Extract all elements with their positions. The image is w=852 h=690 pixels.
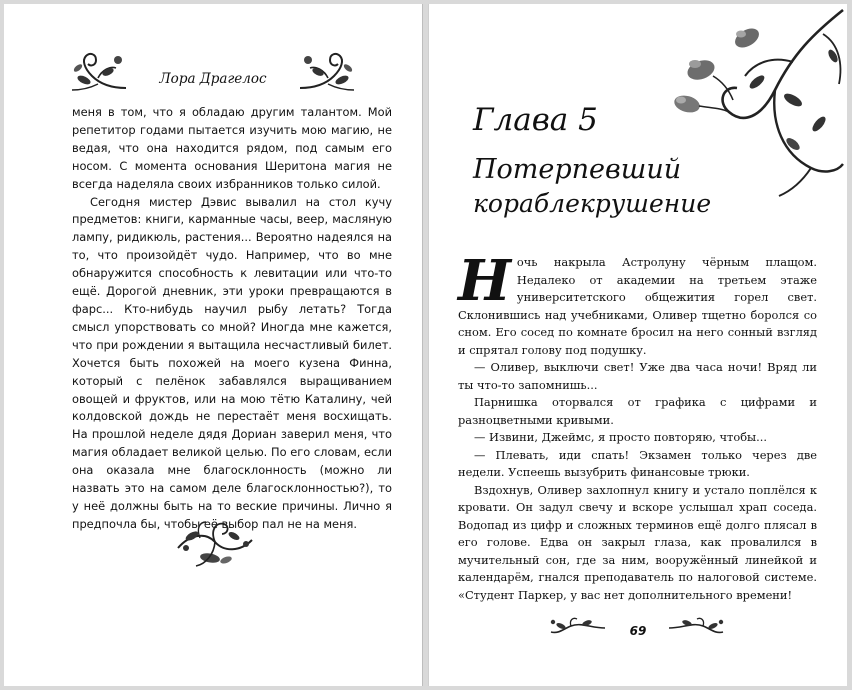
first-paragraph-text: очь накрыла Астролуну чёрным плащом. Недалеко от академии на третьем этаже университетского общежития горел свет. Склонившись над учебниками, Оливер тщетно боролся со сном. Его сосед по комнате бросил на него сонный взгляд и спрятал голову под подушку.	[458, 255, 817, 357]
left-body-text	[72, 104, 392, 534]
right-paragraph-6: Вздохнув, Оливер захлопнул книгу и устало поплёлся к кровати. Он задул свечу и вскоре услышал храп соседа. Водопад из цифр и сложных терминов ещё долго плясал в его голове. Едва он закрыл глаза, как провалился в мучительный сон, где за ним, вооружённый линейкой и календарём, гнался преподаватель по налоговой системе. «Студент Паркер, у вас нет дополнительного времени!	[458, 482, 817, 602]
right-page	[428, 4, 847, 686]
page-number: 69	[629, 624, 647, 638]
chapter-title-line1: Потерпевший	[473, 154, 682, 185]
running-header: Лора Драгелос	[159, 71, 267, 87]
left-paragraph-1: меня в том, что я обладаю другим талантом. Мой репетитор годами пытается изучить мою магию, не ведая, что она находится рядом, под самым его носом. С момента основания Шеритона магия не всегда наделяла своих избранников только силой.	[72, 105, 392, 191]
right-first-paragraph	[458, 248, 817, 359]
left-paragraph-2: Сегодня мистер Дэвис вывалил на стол кучу предметов: книги, карманные часы, веер, масляную лампу, ридикюль, растения... Вероятно надеялся на то, что произойдёт чудо. Например, что во мне обнаружится способность к левитации или что-то ещё. Дорогой дневник, эти уроки превращаются в фарс... Кто-нибудь научил рыбу летать? Тогда смысл упорствовать со мной? Иногда мне кажется, что при рождении я вытащила несчастливый билет. Хочется быть похожей на моего кузена Финна, который с пелёнок забавлялся выращиванием овощей и фруктов, или на мою тётю Каталину, чей колдовской дождь не перестаёт меня восхищать. На прошлой неделе дядя Дориан заверил меня, что магия обладает великой целью. По его словам, если она оказала мне благосклонность (можно ли назвать это на самом деле благосклонностью?), то у неё должны быть на то веские причины. Лично я предпочла бы, чтобы её выбор пал не на меня.	[72, 194, 392, 531]
right-paragraph-2: — Оливер, выключи свет! Уже два часа ночи! Вряд ли ты что-то запомнишь...	[458, 360, 817, 392]
right-body-text	[458, 248, 817, 604]
left-page	[4, 4, 423, 686]
right-paragraph-3: Парнишка оторвался от графика с цифрами и разноцветными кривыми.	[458, 395, 817, 427]
end-ornament-icon	[170, 514, 260, 574]
chapter-number: Глава 5	[473, 102, 598, 138]
right-paragraph-4: — Извини, Джеймс, я просто повторяю, чтобы...	[474, 430, 767, 444]
right-paragraph-5: — Плевать, иди спать! Экзамен только через две недели. Успеешь вызубрить финансовые трюки.	[458, 447, 817, 479]
chapter-title-line2: кораблекрушение	[473, 189, 712, 218]
drop-cap: Н	[458, 248, 511, 314]
footer-ornament-right-icon	[667, 616, 727, 638]
